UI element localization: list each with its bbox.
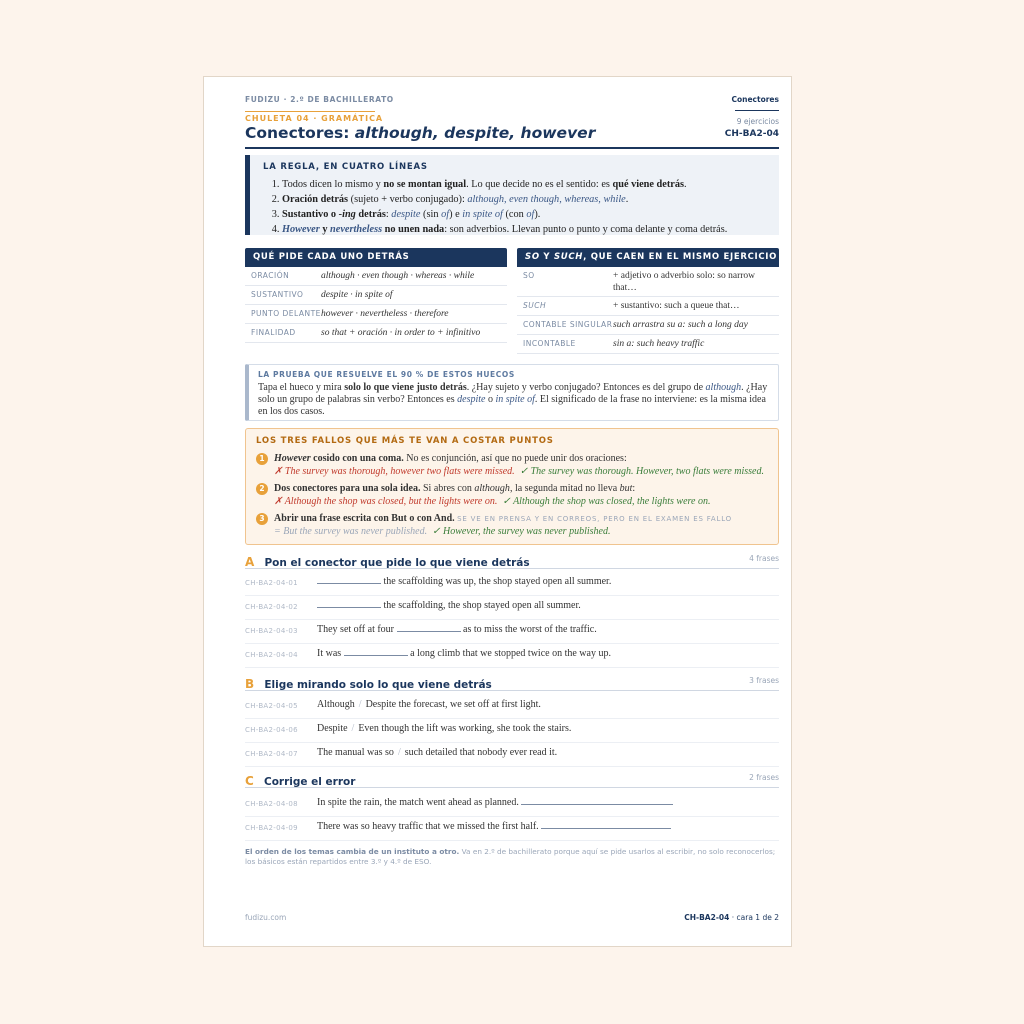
test-title: LA PRUEBA QUE RESUELVE EL 90 % DE ESTOS HUECOS — [258, 370, 515, 379]
item-after: a long climb that we stopped twice on the way up. — [407, 648, 611, 659]
exercise-item — [245, 619, 779, 644]
section-letter: B — [245, 677, 255, 691]
item-code: CH-BA2-04-02 — [245, 603, 298, 611]
error-example — [274, 466, 764, 477]
header-such: SUCH — [553, 252, 584, 262]
section-count: 2 frases — [749, 773, 779, 782]
error-number: 1 — [256, 453, 268, 465]
option-1[interactable]: Despite — [317, 723, 348, 734]
section-title: Elige mirando solo lo que viene detrás — [264, 679, 492, 691]
section-letter: C — [245, 774, 254, 788]
error-number: 2 — [256, 483, 268, 495]
item-code: CH-BA2-04-06 — [245, 726, 298, 734]
exercise-count: 9 ejercicios — [736, 117, 779, 126]
brand-line: FUDIZU · 2.º DE BACHILLERATO — [245, 95, 394, 104]
table-row — [517, 297, 779, 316]
option-2[interactable]: Despite the forecast, we set off at first light. — [365, 699, 541, 710]
row-key: FINALIDAD — [251, 328, 296, 337]
item-code: CH-BA2-04-03 — [245, 627, 298, 635]
exercise-item — [245, 595, 779, 620]
correct-example: ✓ The survey was thorough. However, two flats were missed. — [519, 466, 764, 477]
table-row — [245, 267, 507, 286]
option-2[interactable]: such detailed that nobody ever read it. — [404, 747, 558, 758]
exercise-item — [245, 718, 779, 743]
answer-blank[interactable] — [317, 607, 381, 608]
item-text — [317, 747, 557, 758]
item-text — [317, 648, 611, 659]
test-tip-box — [245, 364, 779, 421]
error-description: Abrir una frase escrita con But o con And. SE VE EN PRENSA Y EN CORREOS, PERO EN EL EXAMEN ES FALLO — [274, 513, 732, 524]
rule-box — [245, 155, 779, 235]
header-y: Y — [539, 252, 554, 262]
row-value: however · nevertheless · therefore — [321, 309, 449, 319]
item-text — [317, 797, 673, 808]
row-value: sin a: such heavy traffic — [613, 339, 705, 349]
item-text — [317, 600, 581, 611]
table-row — [245, 286, 507, 305]
rule-title: LA REGLA, EN CUATRO LÍNEAS — [263, 162, 428, 172]
rule-item: 4. However y nevertheless no unen nada: son adverbios. Llevan punto o punto y coma delante y coma detrás. — [282, 222, 782, 237]
section-rule — [245, 787, 779, 788]
connector-table — [245, 248, 507, 343]
so-such-table — [517, 248, 779, 354]
row-key: ORACIÓN — [251, 271, 290, 280]
error-note: SE VE EN PRENSA Y EN CORREOS, PERO EN EL EXAMEN ES FALLO — [457, 515, 732, 523]
row-key: INCONTABLE — [523, 339, 576, 348]
item-text — [317, 576, 611, 587]
table-row — [517, 316, 779, 335]
item-after: the scaffolding, the shop stayed open all summer. — [381, 600, 581, 611]
item-text — [317, 821, 671, 832]
table-row — [245, 324, 507, 343]
row-key: SO — [523, 271, 535, 280]
sheet-rule — [245, 111, 375, 112]
answer-blank[interactable] — [541, 828, 671, 829]
item-before: There was so heavy traffic that we missed the first half. — [317, 821, 542, 832]
row-value: + sustantivo: such a queue that… — [613, 301, 740, 311]
item-code: CH-BA2-04-07 — [245, 750, 298, 758]
worksheet-page — [203, 76, 792, 947]
page-title — [245, 124, 595, 142]
section-letter: A — [245, 555, 255, 569]
row-key: SUCH — [523, 301, 547, 310]
footer-page — [684, 913, 779, 922]
table-row — [245, 305, 507, 324]
item-code: CH-BA2-04-01 — [245, 579, 298, 587]
note-bold: El orden de los temas cambia de un instituto a otro. — [245, 847, 460, 856]
slash-separator: / — [397, 747, 401, 758]
item-before: They set off at four — [317, 624, 397, 635]
row-value: so that + oración · in order to + infinitivo — [321, 328, 481, 338]
wrong-example: ✗ The survey was thorough, however two flats were missed. — [274, 466, 515, 477]
table-row — [517, 335, 779, 354]
exercise-item — [245, 792, 779, 817]
error-description: However cosido con una coma. No es conjunción, así que no puede unir dos oraciones: — [274, 453, 627, 464]
exercise-item — [245, 643, 779, 668]
connector-table-header: QUÉ PIDE CADA UNO DETRÁS — [245, 248, 507, 267]
item-code: CH-BA2-04-05 — [245, 702, 298, 710]
row-key: SUSTANTIVO — [251, 290, 304, 299]
topic-rule — [735, 110, 779, 111]
footer-code: CH-BA2-04 — [684, 913, 730, 922]
error-example — [274, 496, 710, 507]
common-errors-box — [245, 428, 779, 545]
footer-page-number: · cara 1 de 2 — [729, 913, 779, 922]
rule-item: 1. Todos dicen lo mismo y no se montan igual. Lo que decide no es el sentido: es qué viene detrás. — [282, 177, 782, 192]
item-after: as to miss the worst of the traffic. — [460, 624, 597, 635]
header-so: SO — [525, 252, 540, 262]
row-value: + adjetivo o adverbio solo: so narrow that… — [613, 271, 756, 293]
rule-item: 3. Sustantivo o -ing detrás: despite (sin of) e in spite of (con of). — [282, 207, 782, 222]
neutral-example: = But the survey was never published. — [274, 526, 428, 537]
item-text — [317, 723, 571, 734]
section-count: 4 frases — [749, 554, 779, 563]
error-number: 3 — [256, 513, 268, 525]
row-key: CONTABLE SINGULAR — [523, 320, 613, 329]
row-value: although · even though · whereas · while — [321, 271, 475, 281]
row-value: such arrastra su a: such a long day — [613, 320, 748, 330]
item-before: It was — [317, 648, 344, 659]
correct-example: ✓ However, the survey was never published. — [432, 526, 611, 537]
correct-example: ✓ Although the shop was closed, the lights were on. — [502, 496, 711, 507]
header-rest: , QUE CAEN EN EL MISMO EJERCICIO — [583, 252, 778, 262]
sheet-code: CH-BA2-04 — [724, 129, 779, 139]
item-code: CH-BA2-04-04 — [245, 651, 298, 659]
item-text — [317, 699, 541, 710]
item-code: CH-BA2-04-09 — [245, 824, 298, 832]
row-key: PUNTO DELANTE — [251, 309, 321, 318]
slash-separator: / — [358, 699, 362, 710]
option-1[interactable]: Although — [317, 699, 355, 710]
item-text — [317, 624, 597, 635]
topic-label: Conectores — [731, 95, 779, 104]
section-title: Corrige el error — [263, 776, 356, 788]
section-count: 3 frases — [749, 676, 779, 685]
note-rest: Va en 2.º de bachillerato porque aquí se pide usarlos al escribir, no solo reconocerlos; los básicos están repartidos entre 3.º y 4.º de ESO. — [245, 847, 776, 866]
slash-separator: / — [351, 723, 355, 734]
wrong-example: ✗ Although the shop was closed, but the lights were on. — [274, 496, 498, 507]
exercise-item — [245, 816, 779, 841]
title-main: Conectores: — [245, 124, 355, 142]
exercise-item — [245, 694, 779, 719]
table-row — [517, 267, 779, 297]
section-rule — [245, 568, 779, 569]
row-value: despite · in spite of — [321, 290, 393, 300]
footer-note — [245, 847, 779, 867]
errors-title: LOS TRES FALLOS QUE MÁS TE VAN A COSTAR PUNTOS — [256, 436, 554, 446]
test-text: Tapa el hueco y mira solo lo que viene justo detrás. ¿Hay sujeto y verbo conjugado? Entonces es del grupo de although. ¿Hay solo un grupo de palabras sin verbo? Entonces es despite o in spite of. El significado de la frase no interviene: es la misma idea en los dos casos. — [258, 382, 768, 417]
sheet-label: CHULETA 04 · GRAMÁTICA — [245, 114, 384, 123]
item-code: CH-BA2-04-08 — [245, 800, 298, 808]
section-rule — [245, 690, 779, 691]
item-before: In spite the rain, the match went ahead as planned. — [317, 797, 522, 808]
answer-blank[interactable] — [317, 583, 381, 584]
section-title: Pon el conector que pide lo que viene detrás — [264, 557, 530, 569]
exercise-item — [245, 742, 779, 767]
header-divider — [245, 147, 779, 149]
option-1[interactable]: The manual was so — [317, 747, 394, 758]
answer-blank[interactable] — [397, 631, 461, 632]
title-italic: although, despite, however — [354, 124, 596, 142]
item-after: the scaffolding was up, the shop stayed open all summer. — [381, 576, 612, 587]
option-2[interactable]: Even though the lift was working, she took the stairs. — [358, 723, 572, 734]
exercise-item — [245, 571, 779, 596]
answer-blank[interactable] — [521, 804, 673, 805]
rule-item: 2. Oración detrás (sujeto + verbo conjugado): although, even though, whereas, while. — [282, 192, 782, 207]
footer-site: fudizu.com — [245, 913, 287, 922]
so-such-table-header — [517, 248, 779, 267]
rule-list — [256, 177, 782, 237]
error-example — [274, 526, 610, 537]
answer-blank[interactable] — [344, 655, 408, 656]
error-description: Dos conectores para una sola idea. Si abres con although, la segunda mitad no lleva but: — [274, 483, 636, 494]
